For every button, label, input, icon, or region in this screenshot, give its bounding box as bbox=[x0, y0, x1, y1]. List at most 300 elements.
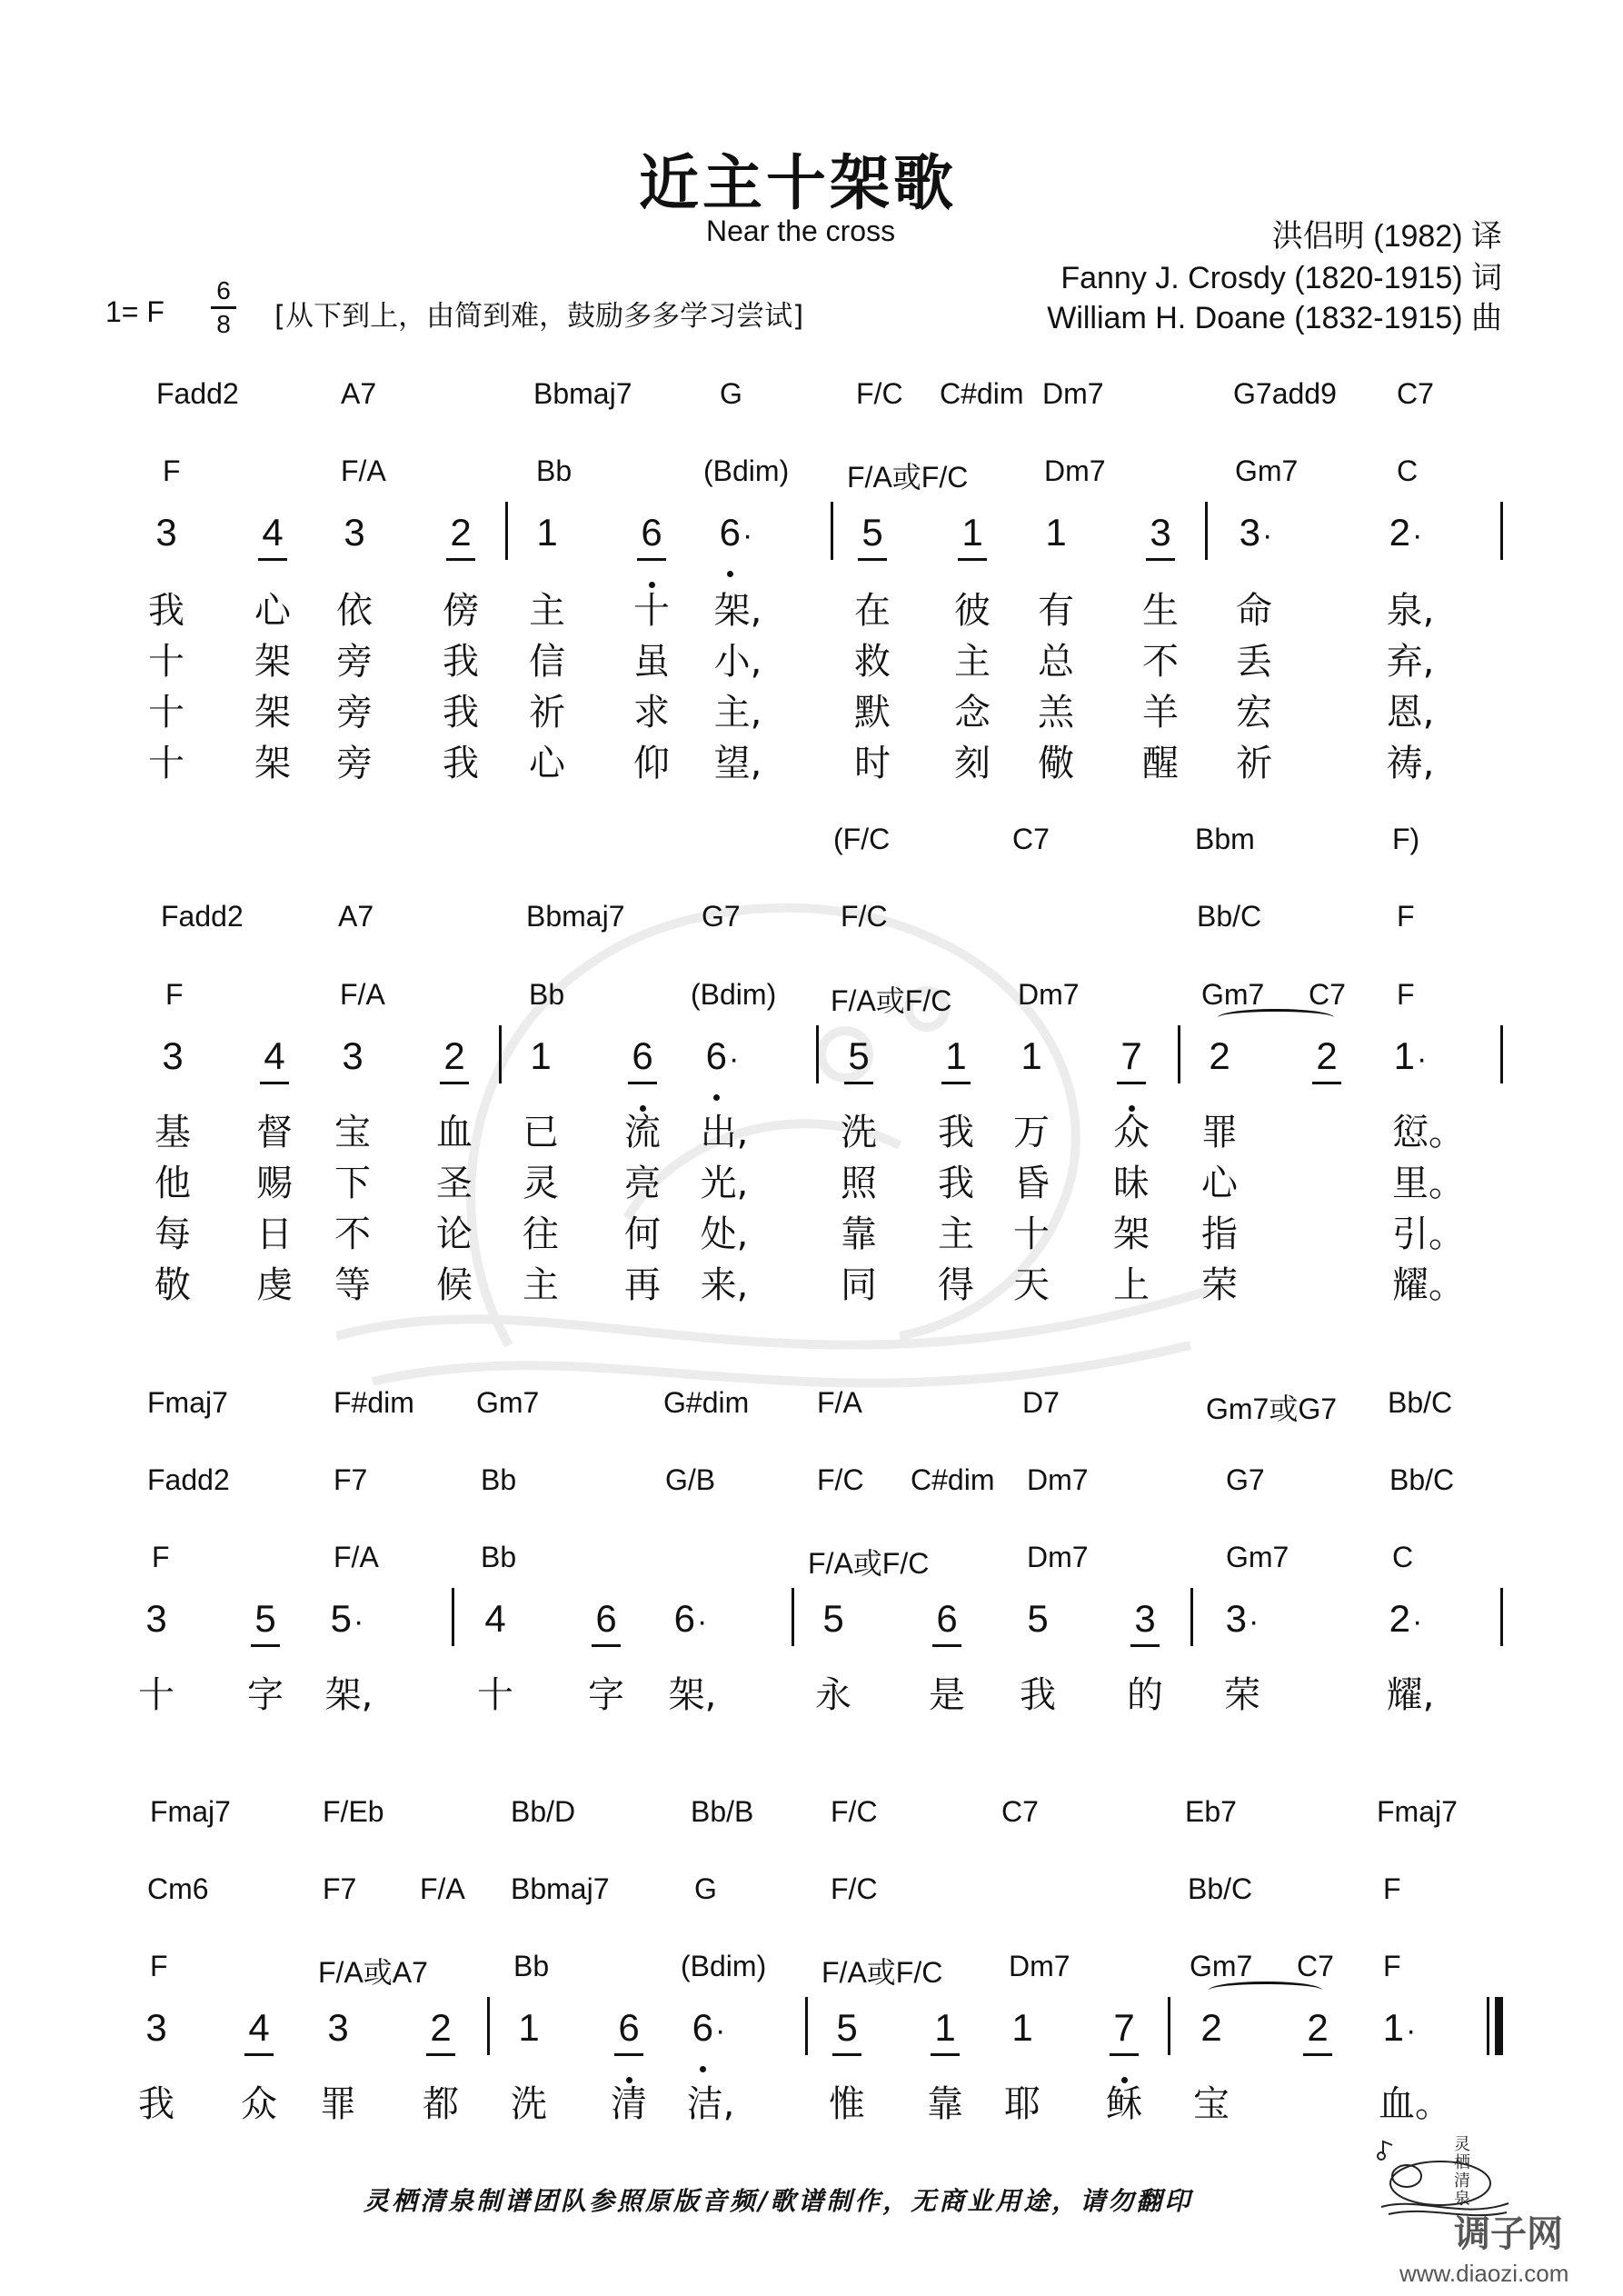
lyric: 祈 bbox=[529, 692, 565, 734]
note: 4 bbox=[247, 1034, 302, 1078]
lyric: 架, bbox=[668, 1674, 717, 1716]
lyric: 亮 bbox=[624, 1163, 661, 1204]
lyric: 羊 bbox=[1142, 692, 1179, 734]
barline bbox=[499, 1025, 502, 1083]
note: 2 bbox=[1299, 1034, 1354, 1078]
lyric: 依 bbox=[336, 590, 373, 632]
time-signature-bottom: 8 bbox=[216, 310, 231, 338]
lyric: 宏 bbox=[1236, 692, 1272, 734]
lyric: 主 bbox=[954, 641, 991, 683]
chord: C#dim bbox=[940, 377, 1024, 410]
note: 2· bbox=[1389, 1597, 1423, 1640]
lyric: 耀, bbox=[1386, 1674, 1435, 1716]
lyric: 赐 bbox=[256, 1163, 293, 1204]
chord: C7 bbox=[1309, 978, 1346, 1011]
lyric: 我 bbox=[148, 590, 184, 632]
note: 3 bbox=[162, 1034, 184, 1077]
lyric: 引。 bbox=[1392, 1213, 1465, 1255]
barline bbox=[1500, 1588, 1503, 1646]
chord: F bbox=[1397, 978, 1415, 1011]
lyric: 荣 bbox=[1224, 1674, 1260, 1716]
lyric: 候 bbox=[436, 1264, 473, 1306]
chord: C bbox=[1392, 1541, 1414, 1573]
lyric: 旁 bbox=[336, 692, 373, 734]
note: 1 bbox=[536, 511, 558, 554]
lyric: 字 bbox=[588, 1674, 624, 1716]
song-subtitle: Near the cross bbox=[706, 215, 896, 247]
barline bbox=[805, 1997, 808, 2055]
lyric: 醒 bbox=[1142, 743, 1179, 784]
chord: C7 bbox=[1001, 1795, 1039, 1828]
translator-credit: 洪侣明 (1982) 译 bbox=[1271, 219, 1502, 254]
note: 5 bbox=[238, 1597, 293, 1641]
chord: F/C bbox=[856, 377, 903, 410]
chord: Dm7 bbox=[1027, 1463, 1089, 1496]
note: 1· bbox=[1393, 1034, 1428, 1077]
lyric: 彼 bbox=[954, 590, 991, 632]
lyric: 主, bbox=[713, 692, 762, 734]
lyric: 十 bbox=[148, 743, 184, 784]
watermark-url: www.diaozi.com bbox=[1399, 2260, 1569, 2287]
note: 2 bbox=[413, 2006, 468, 2050]
chord: F/C bbox=[841, 900, 888, 933]
lyric: 荣 bbox=[1201, 1264, 1238, 1306]
lyric: 基 bbox=[154, 1112, 191, 1153]
chord: D7 bbox=[1022, 1386, 1060, 1419]
chord: Bb bbox=[529, 978, 565, 1011]
lyric: 恩, bbox=[1386, 692, 1435, 734]
logo-text: 灵栖清泉 bbox=[1454, 2135, 1470, 2209]
lyric: 洗 bbox=[511, 2083, 547, 2125]
chord: F/C bbox=[817, 1463, 864, 1496]
lyric: 不 bbox=[334, 1213, 371, 1255]
chord: F bbox=[163, 454, 181, 487]
lyric: 宝 bbox=[1193, 2083, 1230, 2125]
lyric: 旁 bbox=[336, 641, 373, 683]
note: 1 bbox=[945, 511, 1000, 554]
lyric: 灵 bbox=[523, 1163, 559, 1204]
lyric: 众 bbox=[1113, 1112, 1150, 1153]
lyric: 罪 bbox=[1201, 1112, 1238, 1153]
chord: (Bdim) bbox=[703, 454, 790, 487]
lyric: 主 bbox=[938, 1213, 974, 1255]
chord: (Bdim) bbox=[691, 978, 777, 1011]
chord: Bb/C bbox=[1197, 900, 1262, 933]
chord: Dm7 bbox=[1027, 1541, 1089, 1573]
chord: G/B bbox=[665, 1463, 716, 1496]
lyric: 我 bbox=[938, 1112, 974, 1153]
lyric: 圣 bbox=[436, 1163, 473, 1204]
lyric: 众 bbox=[241, 2083, 277, 2125]
chord: Bbmaj7 bbox=[526, 900, 625, 933]
note: 1 bbox=[929, 1034, 983, 1078]
note: 6· bbox=[695, 1034, 750, 1078]
lyric: 命 bbox=[1236, 590, 1272, 632]
lyric: 我 bbox=[1020, 1674, 1056, 1716]
note: 1 bbox=[1021, 1034, 1042, 1077]
note: 4 bbox=[232, 2006, 286, 2050]
chord: Bb/C bbox=[1388, 1386, 1453, 1419]
note: 3 bbox=[342, 1034, 363, 1077]
lyric: 光, bbox=[700, 1163, 749, 1204]
lyric: 等 bbox=[334, 1264, 371, 1306]
chord: F bbox=[1383, 1950, 1401, 1982]
chord: Dm7 bbox=[1018, 978, 1080, 1011]
lyric: 稣 bbox=[1106, 2083, 1142, 2125]
lyric: 刻 bbox=[954, 743, 991, 784]
lyric: 心 bbox=[254, 590, 291, 632]
note: 6 bbox=[624, 511, 679, 554]
note: 4 bbox=[484, 1597, 506, 1640]
chord: Gm7 bbox=[1190, 1950, 1253, 1982]
note: 6 bbox=[615, 1034, 670, 1078]
note: 2 bbox=[1290, 2006, 1345, 2050]
barline bbox=[452, 1588, 454, 1646]
chord: (Bdim) bbox=[681, 1950, 767, 1982]
lyric: 清 bbox=[611, 2083, 647, 2125]
lyric: 有 bbox=[1038, 590, 1074, 632]
lyric: 心 bbox=[529, 743, 565, 784]
lyric: 耀。 bbox=[1392, 1264, 1465, 1306]
lyric: 虔 bbox=[256, 1264, 293, 1306]
chord: C#dim bbox=[911, 1463, 995, 1496]
chord: Dm7 bbox=[1044, 454, 1106, 487]
lyricist-credit: Fanny J. Crosdy (1820-1915) 词 bbox=[1060, 261, 1502, 295]
chord: F bbox=[1397, 900, 1415, 933]
chord: F/A bbox=[341, 454, 386, 487]
note: 1 bbox=[530, 1034, 552, 1077]
lyric: 血 bbox=[436, 1112, 473, 1153]
chord: G bbox=[694, 1872, 717, 1905]
lyric: 我 bbox=[443, 743, 479, 784]
barline bbox=[1500, 502, 1503, 560]
lyric: 都 bbox=[423, 2083, 459, 2125]
chord: G7 bbox=[1226, 1463, 1265, 1496]
lyric: 照 bbox=[841, 1163, 877, 1204]
lyric: 耶 bbox=[1004, 2083, 1041, 2125]
note: 6· bbox=[682, 2006, 736, 2050]
lyric: 洁, bbox=[686, 2083, 735, 2125]
lyric: 丢 bbox=[1236, 641, 1272, 683]
chord: Gm7或G7 bbox=[1206, 1393, 1338, 1425]
lyric: 旁 bbox=[336, 743, 373, 784]
song-title: 近主十架歌 bbox=[639, 148, 957, 218]
lyric: 往 bbox=[523, 1213, 559, 1255]
lyric: 何 bbox=[624, 1213, 661, 1255]
lyric: 十 bbox=[138, 1674, 174, 1716]
lyric: 天 bbox=[1013, 1264, 1050, 1306]
lyric: 永 bbox=[815, 1674, 851, 1716]
chord: F bbox=[165, 978, 184, 1011]
lyric: 再 bbox=[624, 1264, 661, 1306]
chord: F/A bbox=[334, 1541, 379, 1573]
lyric: 十 bbox=[148, 692, 184, 734]
chord: Bb bbox=[513, 1950, 550, 1982]
lyric: 他 bbox=[154, 1163, 191, 1204]
chord: F/A或F/C bbox=[831, 984, 952, 1017]
lyric: 祷, bbox=[1386, 743, 1435, 784]
note: 5 bbox=[822, 1597, 844, 1640]
chord: A7 bbox=[338, 900, 374, 933]
lyric: 小, bbox=[713, 641, 762, 683]
note: 3 bbox=[327, 2006, 349, 2049]
chord: G7add9 bbox=[1233, 377, 1337, 410]
barline bbox=[1190, 1588, 1193, 1646]
chord: Eb7 bbox=[1185, 1795, 1237, 1828]
barline bbox=[1168, 1997, 1170, 2055]
tie bbox=[1209, 1982, 1322, 1999]
note: 5 bbox=[820, 2006, 874, 2050]
final-barline-thin bbox=[1487, 1997, 1489, 2055]
note: 1 bbox=[518, 2006, 540, 2049]
note: 3 bbox=[145, 2006, 167, 2049]
lyric: 总 bbox=[1038, 641, 1074, 683]
lyric: 血。 bbox=[1379, 2083, 1451, 2125]
note: 3 bbox=[155, 511, 177, 554]
lyric: 上 bbox=[1113, 1264, 1150, 1306]
chord: Cm6 bbox=[147, 1872, 209, 1905]
chord: Bbmaj7 bbox=[533, 377, 632, 410]
note: 3 bbox=[145, 1597, 167, 1640]
lyric: 在 bbox=[854, 590, 891, 632]
note: 6· bbox=[709, 511, 763, 554]
lyric: 出, bbox=[700, 1112, 749, 1153]
chord: Bb/C bbox=[1389, 1463, 1455, 1496]
chord: Bb bbox=[481, 1541, 517, 1573]
lyric: 架 bbox=[254, 692, 291, 734]
lyric: 字 bbox=[247, 1674, 284, 1716]
final-barline-thick bbox=[1495, 1997, 1503, 2055]
lyric: 架, bbox=[324, 1674, 373, 1716]
chord: G bbox=[720, 377, 742, 410]
lyric: 愆。 bbox=[1392, 1112, 1465, 1153]
lyric: 敬 bbox=[154, 1264, 191, 1306]
lyric: 我 bbox=[443, 692, 479, 734]
lyric: 日 bbox=[256, 1213, 293, 1255]
lyric: 救 bbox=[854, 641, 891, 683]
chord: Fmaj7 bbox=[150, 1795, 231, 1828]
note: 5 bbox=[831, 1034, 886, 1078]
lyric: 是 bbox=[929, 1674, 965, 1716]
chord: F/A bbox=[817, 1386, 862, 1419]
chord: Fadd2 bbox=[147, 1463, 230, 1496]
lyric: 泉, bbox=[1386, 590, 1435, 632]
chord: F/A bbox=[420, 1872, 465, 1905]
chord: F/A或A7 bbox=[318, 1956, 428, 1989]
chord: (F/C bbox=[833, 823, 891, 855]
lyric: 靠 bbox=[927, 2083, 963, 2125]
note: 3 bbox=[344, 511, 365, 554]
chord: F7 bbox=[334, 1463, 368, 1496]
chord: Fmaj7 bbox=[147, 1386, 228, 1419]
lyric: 论 bbox=[436, 1213, 473, 1255]
note: 5· bbox=[330, 1597, 364, 1640]
chord: F) bbox=[1392, 823, 1420, 855]
note: 1· bbox=[1382, 2006, 1417, 2049]
lyric: 十 bbox=[1013, 1213, 1050, 1255]
lyric: 来, bbox=[700, 1264, 749, 1306]
chord: Bbmaj7 bbox=[511, 1872, 610, 1905]
chord: C7 bbox=[1397, 377, 1434, 410]
chord: Gm7 bbox=[1201, 978, 1265, 1011]
chord: Gm7 bbox=[1235, 454, 1299, 487]
lyric: 生 bbox=[1142, 590, 1179, 632]
barline bbox=[792, 1588, 794, 1646]
lyric: 念 bbox=[954, 692, 991, 734]
chord: Fadd2 bbox=[156, 377, 239, 410]
note: 6 bbox=[579, 1597, 633, 1641]
lyric: 靠 bbox=[841, 1213, 877, 1255]
lyric: 架 bbox=[254, 641, 291, 683]
lyric: 里。 bbox=[1392, 1163, 1465, 1204]
note: 2 bbox=[1200, 2006, 1222, 2049]
chord: Bbm bbox=[1195, 823, 1255, 855]
chord: Gm7 bbox=[1226, 1541, 1289, 1573]
chord: Bb bbox=[536, 454, 573, 487]
lyric: 宝 bbox=[334, 1112, 371, 1153]
chord: Bb/B bbox=[691, 1795, 754, 1828]
lyric: 得 bbox=[938, 1264, 974, 1306]
barline bbox=[816, 1025, 819, 1083]
lyric: 求 bbox=[633, 692, 670, 734]
chord: Dm7 bbox=[1009, 1950, 1070, 1982]
barline bbox=[505, 502, 508, 560]
note: 5 bbox=[845, 511, 900, 554]
lyric: 架 bbox=[1113, 1213, 1150, 1255]
lyric: 默 bbox=[854, 692, 891, 734]
note: 3 bbox=[1133, 511, 1188, 554]
chord: C7 bbox=[1297, 1950, 1334, 1982]
chord: F7 bbox=[323, 1872, 357, 1905]
chord: C bbox=[1397, 454, 1419, 487]
lyric: 万 bbox=[1013, 1112, 1050, 1153]
footer-credit: 灵栖清泉制谱团队参照原版音频/歌谱制作，无商业用途，请勿翻印 bbox=[363, 2186, 1193, 2216]
lyric: 傍 bbox=[443, 590, 479, 632]
chord: F/Eb bbox=[323, 1795, 384, 1828]
note: 2 bbox=[433, 511, 488, 554]
chord: F/A bbox=[340, 978, 385, 1011]
lyric: 十 bbox=[633, 590, 670, 632]
barline bbox=[1205, 502, 1208, 560]
note: 6· bbox=[673, 1597, 708, 1640]
lyric: 羔 bbox=[1038, 692, 1074, 734]
time-signature bbox=[211, 277, 236, 338]
lyric: 十 bbox=[148, 641, 184, 683]
chord: F bbox=[1383, 1872, 1401, 1905]
note: 1 bbox=[1045, 511, 1067, 554]
lyric: 弃, bbox=[1386, 641, 1435, 683]
time-signature-top: 6 bbox=[216, 276, 231, 304]
lyric: 信 bbox=[529, 641, 565, 683]
watermark-text: 调子网 bbox=[1454, 2213, 1563, 2255]
lyric: 心 bbox=[1201, 1163, 1238, 1204]
lyric: 同 bbox=[841, 1264, 877, 1306]
note: 3· bbox=[1239, 511, 1273, 554]
lyric: 虽 bbox=[633, 641, 670, 683]
chord: F/A或F/C bbox=[821, 1956, 943, 1989]
chord: Gm7 bbox=[476, 1386, 540, 1419]
chord: Bb bbox=[481, 1463, 517, 1496]
note: 1 bbox=[1011, 2006, 1033, 2049]
chord: F bbox=[152, 1541, 170, 1573]
lyric: 祈 bbox=[1236, 743, 1272, 784]
lyric: 处, bbox=[700, 1213, 749, 1255]
lyric: 儆 bbox=[1038, 743, 1074, 784]
chord: Bb/C bbox=[1188, 1872, 1253, 1905]
note: 3· bbox=[1225, 1597, 1260, 1640]
chord: C7 bbox=[1012, 823, 1050, 855]
lyric: 昧 bbox=[1113, 1163, 1150, 1204]
note: 4 bbox=[245, 511, 300, 554]
chord: F/C bbox=[831, 1872, 878, 1905]
lyric: 架, bbox=[713, 590, 762, 632]
note: 5 bbox=[1027, 1597, 1049, 1640]
barline bbox=[1178, 1025, 1180, 1083]
chord: F/C bbox=[831, 1795, 878, 1828]
note: 7 bbox=[1104, 1034, 1159, 1078]
chord: Bb/D bbox=[511, 1795, 576, 1828]
key-signature: 1= F bbox=[105, 295, 164, 328]
chord: F#dim bbox=[334, 1386, 414, 1419]
lyric: 指 bbox=[1201, 1213, 1238, 1255]
lyric: 我 bbox=[443, 641, 479, 683]
lyric: 主 bbox=[529, 590, 565, 632]
chord: F/A或F/C bbox=[847, 461, 969, 494]
lyric: 架 bbox=[254, 743, 291, 784]
chord: G#dim bbox=[663, 1386, 750, 1419]
practice-hint: [从下到上，由简到难，鼓励多多学习尝试] bbox=[274, 300, 804, 333]
note: 3 bbox=[1118, 1597, 1172, 1641]
barline bbox=[487, 1997, 490, 2055]
lyric: 的 bbox=[1127, 1674, 1163, 1716]
barline bbox=[1500, 1025, 1503, 1083]
lyric: 仰 bbox=[633, 743, 670, 784]
lyric: 罪 bbox=[320, 2083, 356, 2125]
barline bbox=[831, 502, 833, 560]
note: 2 bbox=[1209, 1034, 1230, 1077]
lyric: 我 bbox=[138, 2083, 174, 2125]
chord: Fadd2 bbox=[161, 900, 244, 933]
lyric: 下 bbox=[334, 1163, 371, 1204]
lyric: 督 bbox=[256, 1112, 293, 1153]
lyric: 已 bbox=[523, 1112, 559, 1153]
lyric: 昏 bbox=[1013, 1163, 1050, 1204]
note: 1 bbox=[918, 2006, 972, 2050]
note: 7 bbox=[1097, 2006, 1151, 2050]
lyric: 洗 bbox=[841, 1112, 877, 1153]
note: 2· bbox=[1389, 511, 1423, 554]
lyric: 我 bbox=[938, 1163, 974, 1204]
lyric: 望, bbox=[713, 743, 762, 784]
chord: F bbox=[150, 1950, 168, 1982]
note: 6 bbox=[920, 1597, 974, 1641]
lyric: 时 bbox=[854, 743, 891, 784]
composer-credit: William H. Doane (1832-1915) 曲 bbox=[1047, 301, 1502, 335]
note: 2 bbox=[427, 1034, 482, 1078]
chord: F/A或F/C bbox=[808, 1547, 930, 1580]
chord: A7 bbox=[341, 377, 377, 410]
lyric: 不 bbox=[1142, 641, 1179, 683]
lyric: 每 bbox=[154, 1213, 191, 1255]
chord: Dm7 bbox=[1042, 377, 1104, 410]
lyric: 惟 bbox=[829, 2083, 865, 2125]
tie bbox=[1218, 1009, 1334, 1026]
lyric: 主 bbox=[523, 1264, 559, 1306]
chord: Fmaj7 bbox=[1377, 1795, 1458, 1828]
chord: G7 bbox=[702, 900, 741, 933]
lyric: 流 bbox=[624, 1112, 661, 1153]
lyric: 十 bbox=[477, 1674, 513, 1716]
